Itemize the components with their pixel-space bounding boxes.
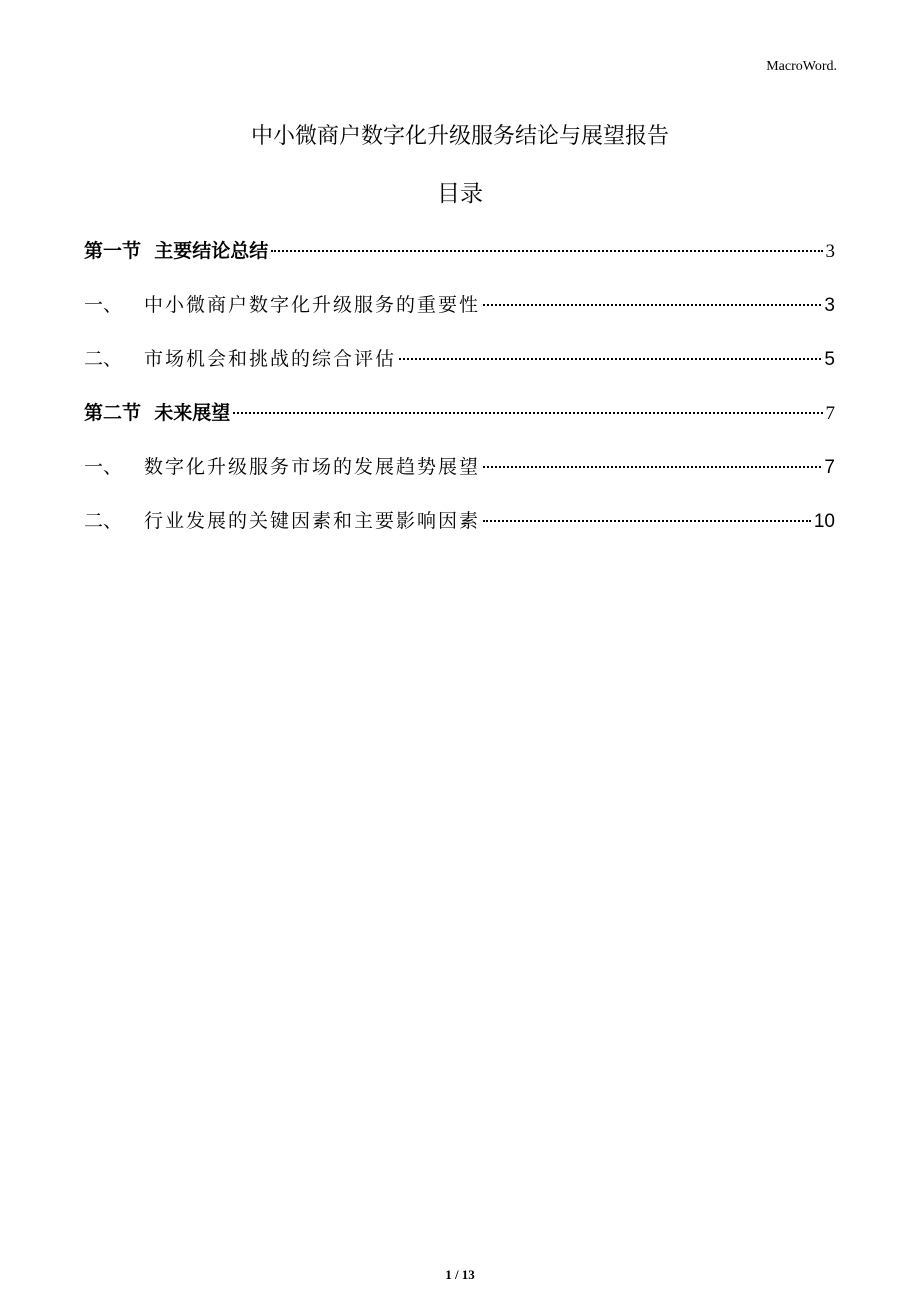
toc-leader-dots	[233, 412, 822, 414]
toc-heading: 目录	[437, 181, 483, 207]
toc-entry[interactable]	[84, 283, 835, 337]
toc-entry-text: 中小微商户数字化升级服务的重要性	[144, 294, 481, 316]
toc-leader-dots	[399, 358, 821, 360]
toc-entry-text: 行业发展的关键因素和主要影响因素	[144, 510, 481, 532]
toc-entry-number: 二、	[84, 510, 123, 532]
toc-leader-dots	[483, 466, 821, 468]
toc-leader-dots	[483, 304, 821, 306]
toc-entry-text: 市场机会和挑战的综合评估	[144, 348, 397, 370]
toc-entry-text: 第二节 未来展望	[84, 402, 231, 424]
page-indicator: 1 / 13	[445, 1267, 475, 1282]
toc-entry[interactable]	[84, 391, 835, 445]
toc-entry-number: 二、	[84, 348, 123, 370]
toc-page-number: 7	[824, 457, 835, 478]
toc-entry-number: 一、	[84, 294, 123, 316]
toc-entry[interactable]	[84, 229, 835, 283]
toc-entry-text: 数字化升级服务市场的发展趋势展望	[144, 456, 481, 478]
header-mark: MacroWord.	[766, 59, 837, 74]
toc-page-number: 5	[824, 349, 835, 370]
toc-page-number: 3	[824, 295, 835, 316]
toc-entry-number: 一、	[84, 456, 123, 478]
toc-entry[interactable]	[84, 337, 835, 391]
toc-page-number: 7	[825, 403, 835, 424]
toc-entry[interactable]	[84, 499, 835, 553]
toc-leader-dots	[271, 250, 822, 252]
toc-leader-dots	[483, 520, 811, 522]
toc-page-number: 3	[825, 241, 835, 262]
toc-entry-text: 第一节 主要结论总结	[84, 240, 269, 262]
table-of-contents	[84, 229, 835, 553]
toc-entry[interactable]	[84, 445, 835, 499]
toc-page-number: 10	[813, 511, 835, 532]
document-title: 中小微商户数字化升级服务结论与展望报告	[250, 124, 669, 149]
